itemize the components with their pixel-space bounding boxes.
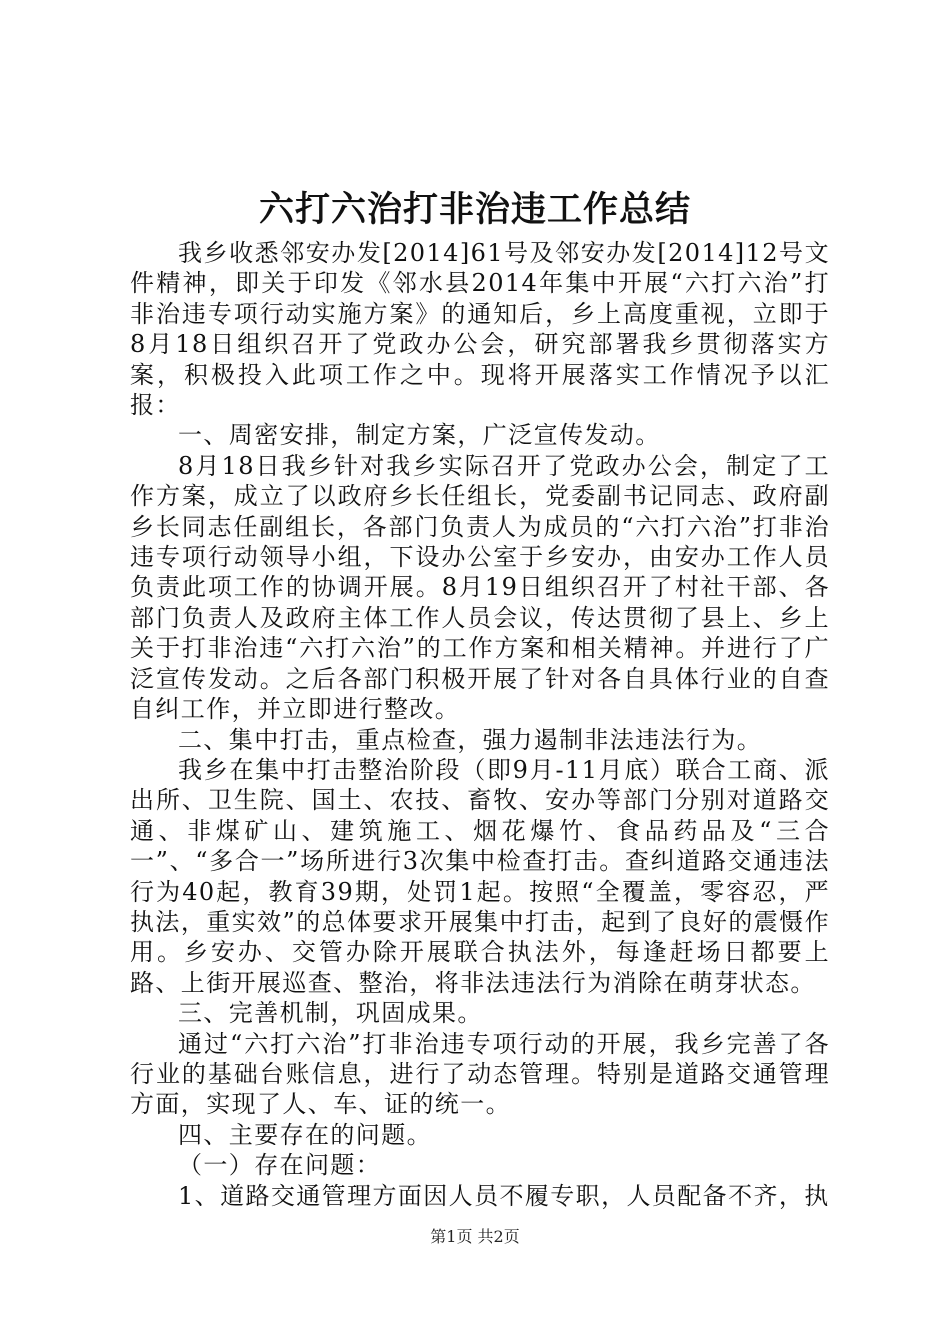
document-title: 六打六治打非治违工作总结 <box>258 189 691 230</box>
section-heading-4: 四、主要存在的问题。 <box>178 1120 432 1149</box>
paragraph-section-1: 8月18日我乡针对我乡实际召开了党政办公会，制定了工作方案，成立了以政府乡长任组长，党委副书记同志、政府副乡长同志任副组长，各部门负责人为成员的“六打六治”打非治违专项行动领导小组，下设办公室于乡安办，由安办工作人员负责此项工作的协调开展。8月19日组织召开了村社干部、各部门负责人及政府主体工作人员会议，传达贯彻了县上、乡上关于打非治违“六打六治”的工作方案和相关精神。并进行了广泛宣传发动。之后各部门积极开展了针对各自具体行业的自查自纠工作，并立即进行整改。 <box>130 451 830 724</box>
paragraph-section-3: 通过“六打六治”打非治违专项行动的开展，我乡完善了各行业的基础台账信息，进行了动态管理。特别是道路交通管理方面，实现了人、车、证的统一。 <box>130 1029 830 1119</box>
paragraph-problem-1: 1、道路交通管理方面因人员不履专职，人员配备不齐，执 <box>178 1181 830 1210</box>
section-heading-3: 三、完善机制，巩固成果。 <box>178 999 483 1028</box>
document-body <box>130 238 830 1211</box>
section-heading-1: 一、周密安排，制定方案，广泛宣传发动。 <box>178 421 661 450</box>
paragraph-section-2: 我乡在集中打击整治阶段（即9月-11月底）联合工商、派出所、卫生院、国土、农技、畜牧、安办等部门分别对道路交通、非煤矿山、建筑施工、烟花爆竹、食品药品及“三合一”、“多合一”场所进行3次集中检查打击。查纠道路交通违法行为40起，教育39期，处罚1起。按照“全覆盖，零容忍，严执法，重实效”的总体要求开展集中打击，起到了良好的震慑作用。乡安办、交管办除开展联合执法外，每逢赶场日都要上路、上街开展巡查、整治，将非法违法行为消除在萌芽状态。 <box>130 755 830 997</box>
paragraph-intro: 我乡收悉邻安办发[2014]61号及邻安办发[2014]12号文件精神，即关于印发《邻水县2014年集中开展“六打六治”打非治违专项行动实施方案》的通知后，乡上高度重视，立即于8月18日组织召开了党政办公会，研究部署我乡贯彻落实方案，积极投入此项工作之中。现将开展落实工作情况予以汇报： <box>130 239 830 420</box>
subsection-heading-1: （一）存在问题： <box>178 1151 382 1180</box>
page-number-footer: 第1页 共2页 <box>430 1227 520 1246</box>
section-heading-2: 二、集中打击，重点检查，强力遏制非法违法行为。 <box>178 725 763 754</box>
